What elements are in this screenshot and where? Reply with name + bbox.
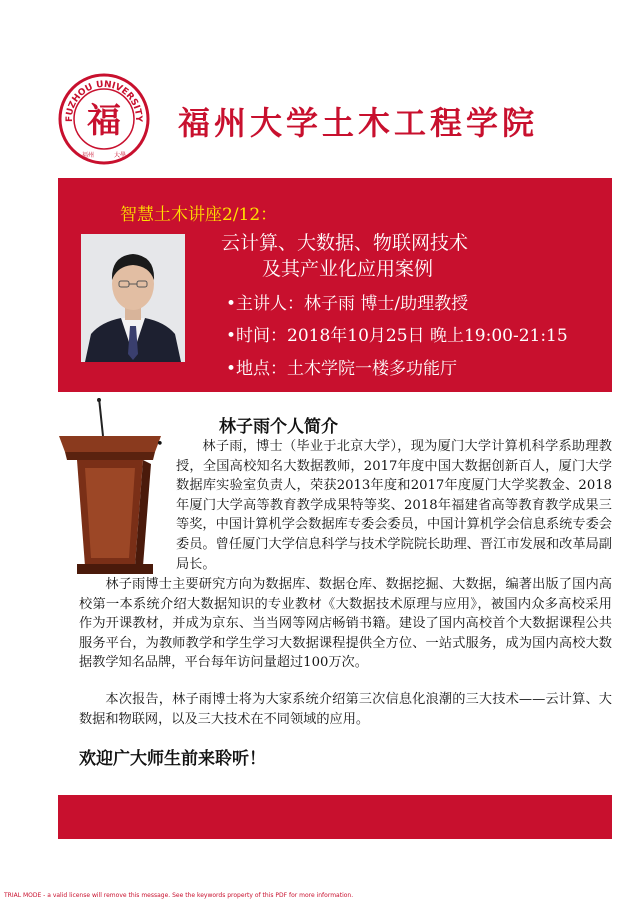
speaker-line: •主讲人：林子雨 博士/助理教授 — [226, 294, 469, 314]
trial-notice: TRIAL MODE - a valid license will remove this message. See the keywords property of this PDF for more information. — [4, 892, 354, 899]
school-name: 福州大学土木工程学院 — [178, 104, 539, 142]
location-line: •地点：土木学院一楼多功能厅 — [226, 359, 458, 379]
welcome-text: 欢迎广大师生前来聆听！ — [79, 749, 266, 769]
logo-glyph: 福 — [87, 101, 121, 141]
logo-arc-text: FUZHOU UNIVERSITY — [64, 79, 144, 123]
lecture-banner — [58, 178, 612, 392]
logo-foot-right: 大學 — [113, 152, 127, 159]
university-seal-logo — [58, 73, 150, 165]
bio-bullet: • — [156, 437, 164, 452]
podium-illustration — [55, 398, 165, 576]
lecture-title-line1: 云计算、大数据、物联网技术 — [221, 232, 469, 254]
footer-bar — [58, 795, 612, 839]
speaker-photo — [81, 234, 185, 362]
bio-research: 林子雨博士主要研究方向为数据库、数据仓库、数据挖掘、大数据，编著出版了国内高校第一本系统介绍大数据知识的专业教材《大数据技术原理与应用》，被国内众多高校采用作为开课教材，并成为京东、当当网等网店畅销书籍。建设了国内高校首个大数据课程公共服务平台，为教师教学和学生学习大数据课程提供全方位、一站式服务，成为国内高校大数据教学知名品牌，平台每年访问量超过100万次。 — [79, 577, 612, 671]
bio-heading: 林子雨个人简介 — [219, 417, 338, 437]
time-line: •时间：2018年10月25日 晚上19:00-21:15 — [226, 326, 568, 346]
bio-intro: 林子雨，博士（毕业于北京大学），现为厦门大学计算机科学系助理教授，全国高校知名大数据教师，2017年度中国大数据创新百人，厦门大学数据库实验室负责人，荣获2013年度和2017年度厦门大学奖教金、2018年厦门大学高等教育教学成果特等奖、2018年福建省高等教育教学成果三等奖，中国计算机学会数据库专委会委员，中国计算机学会信息系统专委会委员。曾任厦门大学信息科学与技术学院院长助理、晋江市发展和改革局副局长。 — [176, 439, 612, 572]
logo-foot-left: 福州 — [81, 152, 95, 159]
lecture-title-line2: 及其产业化应用案例 — [262, 258, 434, 280]
bio-report: 本次报告，林子雨博士将为大家系统介绍第三次信息化浪潮的三大技术——云计算、大数据和物联网，以及三大技术在不同领域的应用。 — [79, 692, 612, 727]
lecture-series: 智慧土木讲座2/12： — [120, 205, 278, 225]
